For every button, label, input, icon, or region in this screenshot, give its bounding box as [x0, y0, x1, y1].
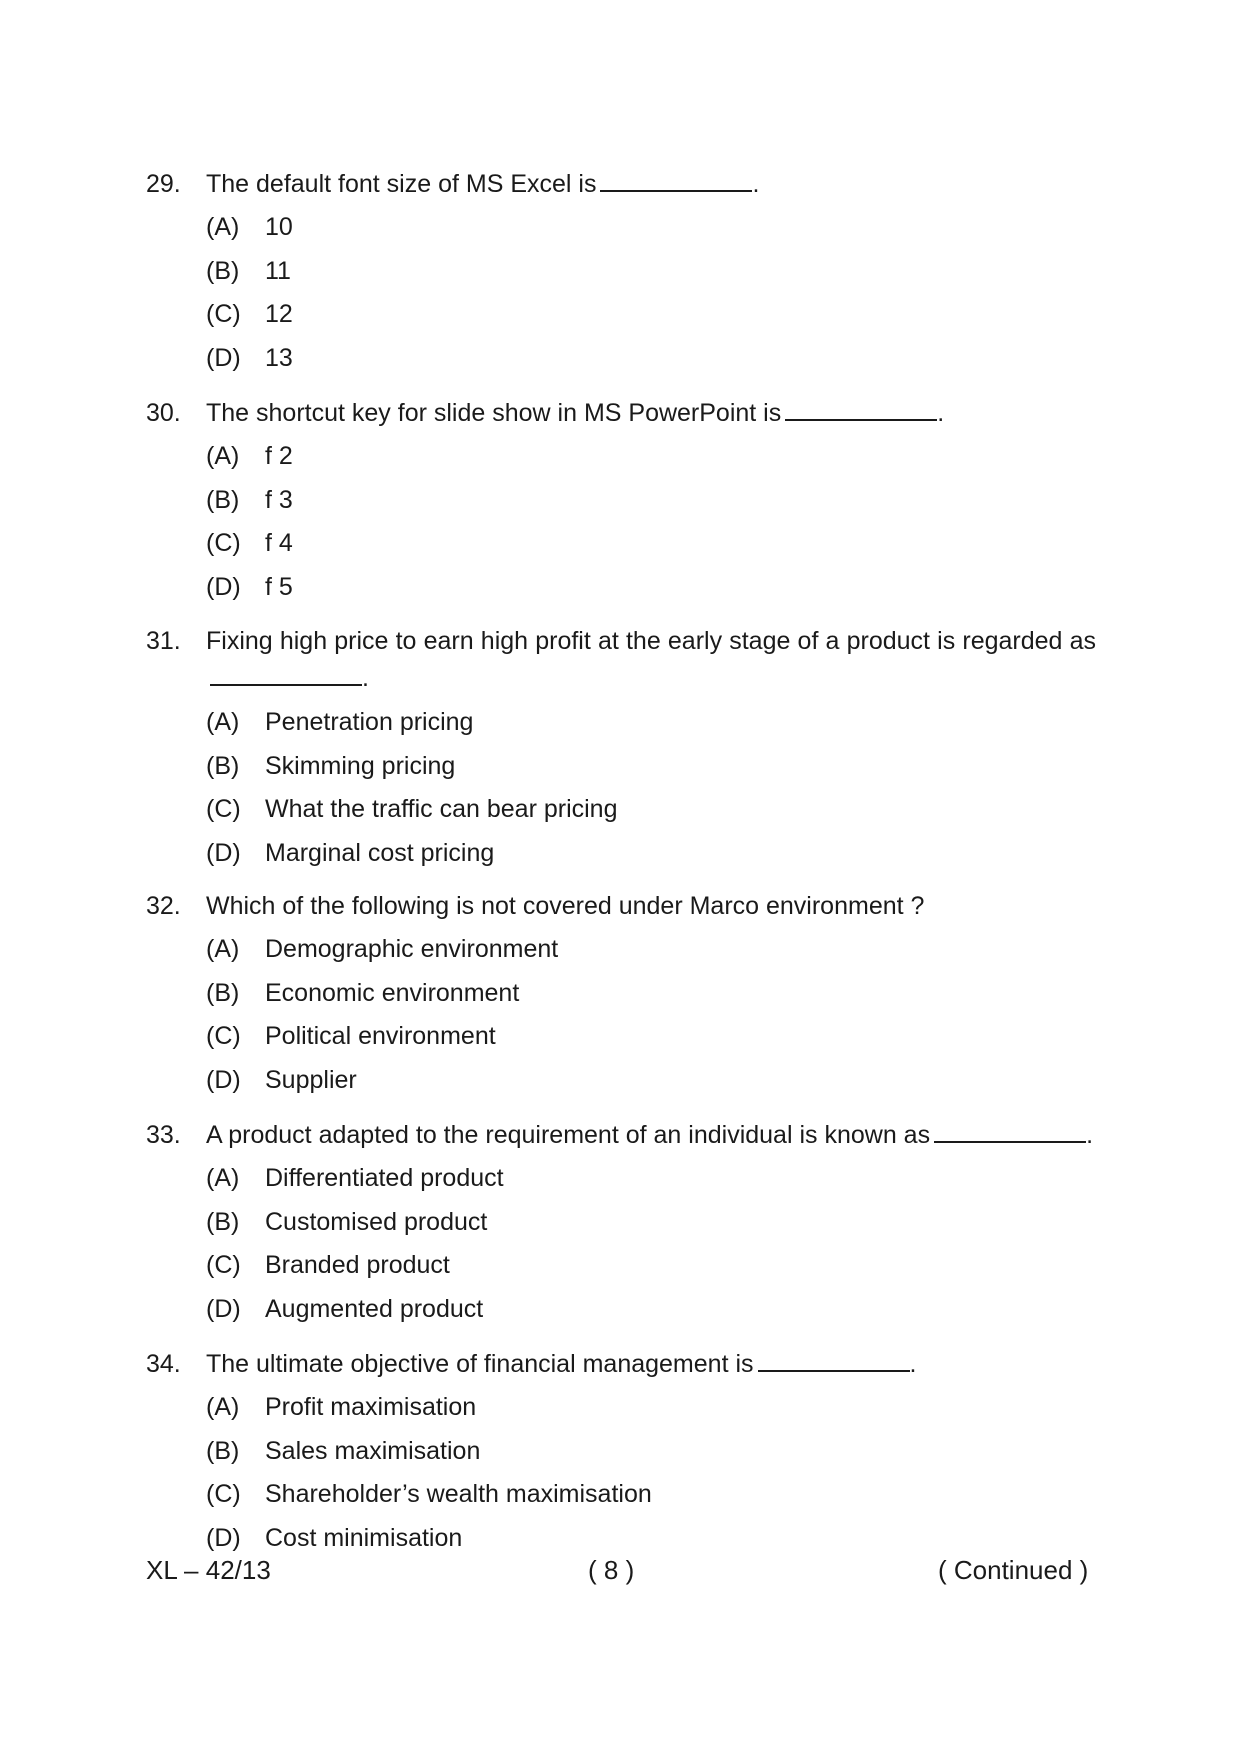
question-text: Fixing high price to earn high profit at the early stage of a product is regarded as: [206, 627, 1096, 655]
answer-blank: [600, 168, 752, 192]
option-text: Profit maximisation: [265, 1393, 477, 1421]
question-text: The default font size of MS Excel is: [206, 170, 597, 198]
option-text: Shareholder’s wealth maximisation: [265, 1480, 652, 1508]
option-text: f 4: [265, 529, 293, 557]
option-letter: (C): [206, 1022, 241, 1050]
option-b: [146, 482, 1096, 526]
option-text: Demographic environment: [265, 935, 559, 963]
option-letter: (C): [206, 795, 241, 823]
option-letter: (D): [206, 1065, 241, 1094]
option-letter: (C): [206, 1480, 241, 1508]
option-letter: (A): [206, 1393, 240, 1421]
question-text: The shortcut key for slide show in MS PowerPoint is: [206, 399, 782, 427]
option-text: Customised product: [265, 1207, 488, 1236]
option-d: [146, 569, 1096, 613]
question-29: [146, 166, 1096, 383]
option-text: 13: [265, 343, 293, 372]
question-stem: [146, 1346, 1096, 1382]
answer-blank: [934, 1119, 1086, 1143]
option-letter: (B): [206, 1207, 240, 1236]
option-text: Branded product: [265, 1251, 450, 1279]
question-number: 29.: [146, 170, 181, 198]
question-stem: [146, 1117, 1096, 1153]
question-30: [146, 395, 1096, 612]
question-stem: [146, 888, 1096, 924]
option-letter: (D): [206, 838, 241, 867]
option-c: [146, 525, 1096, 569]
option-c: [146, 1018, 1096, 1062]
option-letter: (A): [206, 935, 240, 963]
option-letter: (B): [206, 485, 240, 514]
option-text: 12: [265, 300, 293, 328]
option-d: [146, 1062, 1096, 1106]
question-33: [146, 1117, 1096, 1334]
option-a: [146, 438, 1096, 482]
option-list: [146, 931, 1096, 1105]
option-letter: (C): [206, 300, 241, 328]
option-text: Political environment: [265, 1022, 496, 1050]
question-text: A product adapted to the requirement of an individual is known as: [206, 1121, 931, 1149]
question-32: [146, 888, 1096, 1105]
option-a: [146, 209, 1096, 253]
option-text: Cost minimisation: [265, 1523, 463, 1552]
option-letter: (D): [206, 1294, 241, 1323]
option-text: Economic environment: [265, 978, 520, 1007]
option-letter: (C): [206, 1251, 241, 1279]
option-letter: (B): [206, 978, 240, 1007]
paper-code: XL – 42/13: [146, 1555, 271, 1585]
option-b: [146, 975, 1096, 1019]
option-text: Supplier: [265, 1065, 357, 1094]
question-number: 31.: [146, 627, 181, 655]
page-number: ( 8 ): [588, 1555, 635, 1585]
option-letter: (D): [206, 343, 241, 372]
option-a: [146, 1160, 1096, 1204]
option-c: [146, 1247, 1096, 1291]
option-letter: (A): [206, 1164, 240, 1192]
question-34: [146, 1346, 1096, 1563]
option-text: Sales maximisation: [265, 1436, 481, 1465]
option-list: [146, 1389, 1096, 1563]
question-number: 33.: [146, 1121, 181, 1149]
option-text: Augmented product: [265, 1294, 484, 1323]
option-letter: (D): [206, 572, 241, 601]
option-a: [146, 704, 1096, 748]
continued-label: ( Continued ): [938, 1555, 1089, 1585]
option-letter: (A): [206, 442, 240, 470]
option-text: Penetration pricing: [265, 708, 474, 736]
question-suffix: .: [362, 664, 369, 692]
question-number: 30.: [146, 399, 181, 427]
option-d: [146, 835, 1096, 879]
option-letter: (A): [206, 213, 240, 241]
option-list: [146, 438, 1096, 612]
answer-blank: [785, 397, 937, 421]
question-text: Which of the following is not covered under Marco environment ?: [206, 892, 925, 920]
option-d: [146, 1291, 1096, 1335]
question-stem: [146, 623, 1096, 697]
option-a: [146, 1389, 1096, 1433]
answer-blank: [210, 662, 362, 686]
option-letter: (B): [206, 256, 240, 285]
question-31: [146, 623, 1096, 878]
option-letter: (B): [206, 1436, 240, 1465]
option-text: Marginal cost pricing: [265, 838, 495, 867]
option-letter: (D): [206, 1523, 241, 1552]
option-c: [146, 791, 1096, 835]
option-b: [146, 748, 1096, 792]
option-letter: (A): [206, 708, 240, 736]
answer-blank: [758, 1348, 910, 1372]
question-stem: [146, 166, 1096, 202]
option-list: [146, 209, 1096, 383]
option-text: 10: [265, 213, 293, 241]
option-a: [146, 931, 1096, 975]
option-letter: (C): [206, 529, 241, 557]
option-text: 11: [265, 256, 291, 285]
option-text: Skimming pricing: [265, 751, 456, 780]
option-text: f 2: [265, 442, 293, 470]
question-number: 32.: [146, 892, 181, 920]
question-suffix: .: [752, 170, 760, 198]
option-text: What the traffic can bear pricing: [265, 795, 618, 823]
option-d: [146, 340, 1096, 384]
question-stem: [146, 395, 1096, 431]
question-text: The ultimate objective of financial management is: [206, 1350, 754, 1378]
option-list: [146, 704, 1096, 878]
option-list: [146, 1160, 1096, 1334]
option-b: [146, 1433, 1096, 1477]
question-number: 34.: [146, 1350, 181, 1378]
question-suffix: .: [1086, 1121, 1094, 1149]
option-letter: (B): [206, 751, 240, 780]
option-b: [146, 1204, 1096, 1248]
option-c: [146, 296, 1096, 340]
option-b: [146, 253, 1096, 297]
option-text: f 3: [265, 485, 293, 514]
question-suffix: .: [937, 399, 945, 427]
question-suffix: .: [909, 1350, 917, 1378]
option-text: f 5: [265, 572, 293, 601]
option-text: Differentiated product: [265, 1164, 504, 1192]
option-c: [146, 1476, 1096, 1520]
